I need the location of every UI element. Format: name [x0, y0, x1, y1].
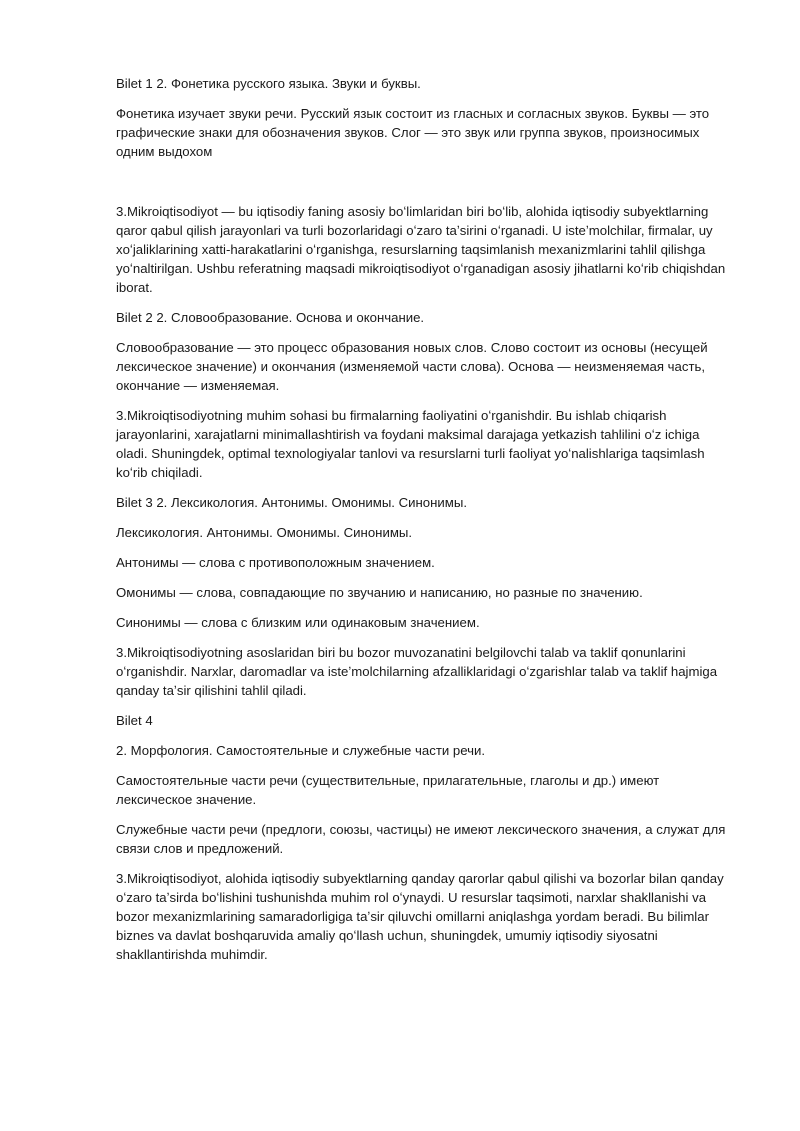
ticket-3-heading: Bilet 3 2. Лексикология. Антонимы. Омонимы. Синонимы.	[116, 495, 468, 510]
blank-line	[116, 172, 728, 202]
paragraph-morphology-heading: 2. Морфология. Самостоятельные и служебные части речи.	[116, 743, 486, 758]
paragraph-phonetics: Фонетика изучает звуки речи. Русский язык состоит из гласных и согласных звуков. Буквы — это графические знаки для обозначения звуков. Слог — это звук или группа звуков, произносимых одним выдохом	[116, 106, 710, 159]
paragraph-synonyms: Синонимы — слова с близким или одинаковым значением.	[116, 615, 480, 630]
ticket-2-heading: Bilet 2 2. Словообразование. Основа и окончание.	[116, 310, 425, 325]
paragraph-auxiliary-parts: Служебные части речи (предлоги, союзы, частицы) не имеют лексического значения, а служат для связи слов и предложений.	[116, 822, 726, 856]
paragraph-antonyms: Антонимы — слова с противоположным значением.	[116, 555, 435, 570]
paragraph-independent-parts: Самостоятельные части речи (существительные, прилагательные, глаголы и др.) имеют лексическое значение.	[116, 773, 660, 807]
paragraph-microeconomics-1: 3.Mikroiqtisodiyot — bu iqtisodiy faning asosiy boʻlimlaridan biri boʻlib, alohida iqtisodiy subyektlarning qaror qabul qilish jarayonlari va turli bozorlaridagi oʻzaro taʼsirini oʻrganadi. U isteʼmolchilar, firmalar, uy xoʻjaliklarining xatti-harakatlarini oʻrganishga, resurslarning taqsimlanish mexanizmlarini tahlil qilishga yoʻnaltirilgan. Ushbu referatning maqsadi mikroiqtisodiyot oʻrganadigan asosiy jihatlarni koʻrib chiqishdan iborat.	[116, 204, 726, 295]
paragraph-microeconomics-3: 3.Mikroiqtisodiyotning asoslaridan biri bu bozor muvozanatini belgilovchi talab va taklif qonunlarini oʻrganishdir. Narxlar, daromadlar va isteʼmolchilarning afzalliklaridagi oʻzgarishlar talab va taklif hajmiga qanday taʼsir qilishini tahlil qiladi.	[116, 645, 718, 698]
paragraph-microeconomics-2: 3.Mikroiqtisodiyotning muhim sohasi bu firmalarning faoliyatini oʻrganishdir. Bu ishlab chiqarish jarayonlarini, xarajatlarni minimallashtirish va foydani maksimal darajaga yetkazish tahlilini oʻz ichiga oladi. Shuningdek, optimal texnologiyalar tanlovi va resurslarni turli faoliyat yoʻnalishlariga taqsimlash koʻrib chiqiladi.	[116, 408, 705, 480]
paragraph-lexicology: Лексикология. Антонимы. Омонимы. Синонимы.	[116, 525, 413, 540]
ticket-1-heading: Bilet 1 2. Фонетика русского языка. Звуки и буквы.	[116, 76, 421, 91]
document-page	[116, 74, 728, 975]
paragraph-microeconomics-4: 3.Mikroiqtisodiyot, alohida iqtisodiy subyektlarning qanday qarorlar qabul qilishi va bozorlar bilan qanday oʻzaro taʼsirda boʻlishini tushunishda muhim rol oʻynaydi. U resurslar taqsimoti, narxlar shakllanishi va bozor mexanizmlarining samaradorligiga taʼsir qiluvchi omillarni aniqlashga yordam beradi. Bu bilimlar biznes va davlat boshqaruvida amaliy qoʻllash uchun, shuningdek, umumiy iqtisodiy siyosatni shakllantirishda muhimdir.	[116, 871, 724, 962]
paragraph-homonyms: Омонимы — слова, совпадающие по звучанию и написанию, но разные по значению.	[116, 585, 643, 600]
paragraph-word-formation: Словообразование — это процесс образования новых слов. Слово состоит из основы (несущей лексическое значение) и окончания (изменяемой части слова). Основа — неизменяемая часть, окончание — изменяемая.	[116, 340, 708, 393]
ticket-4-heading: Bilet 4	[116, 713, 153, 728]
